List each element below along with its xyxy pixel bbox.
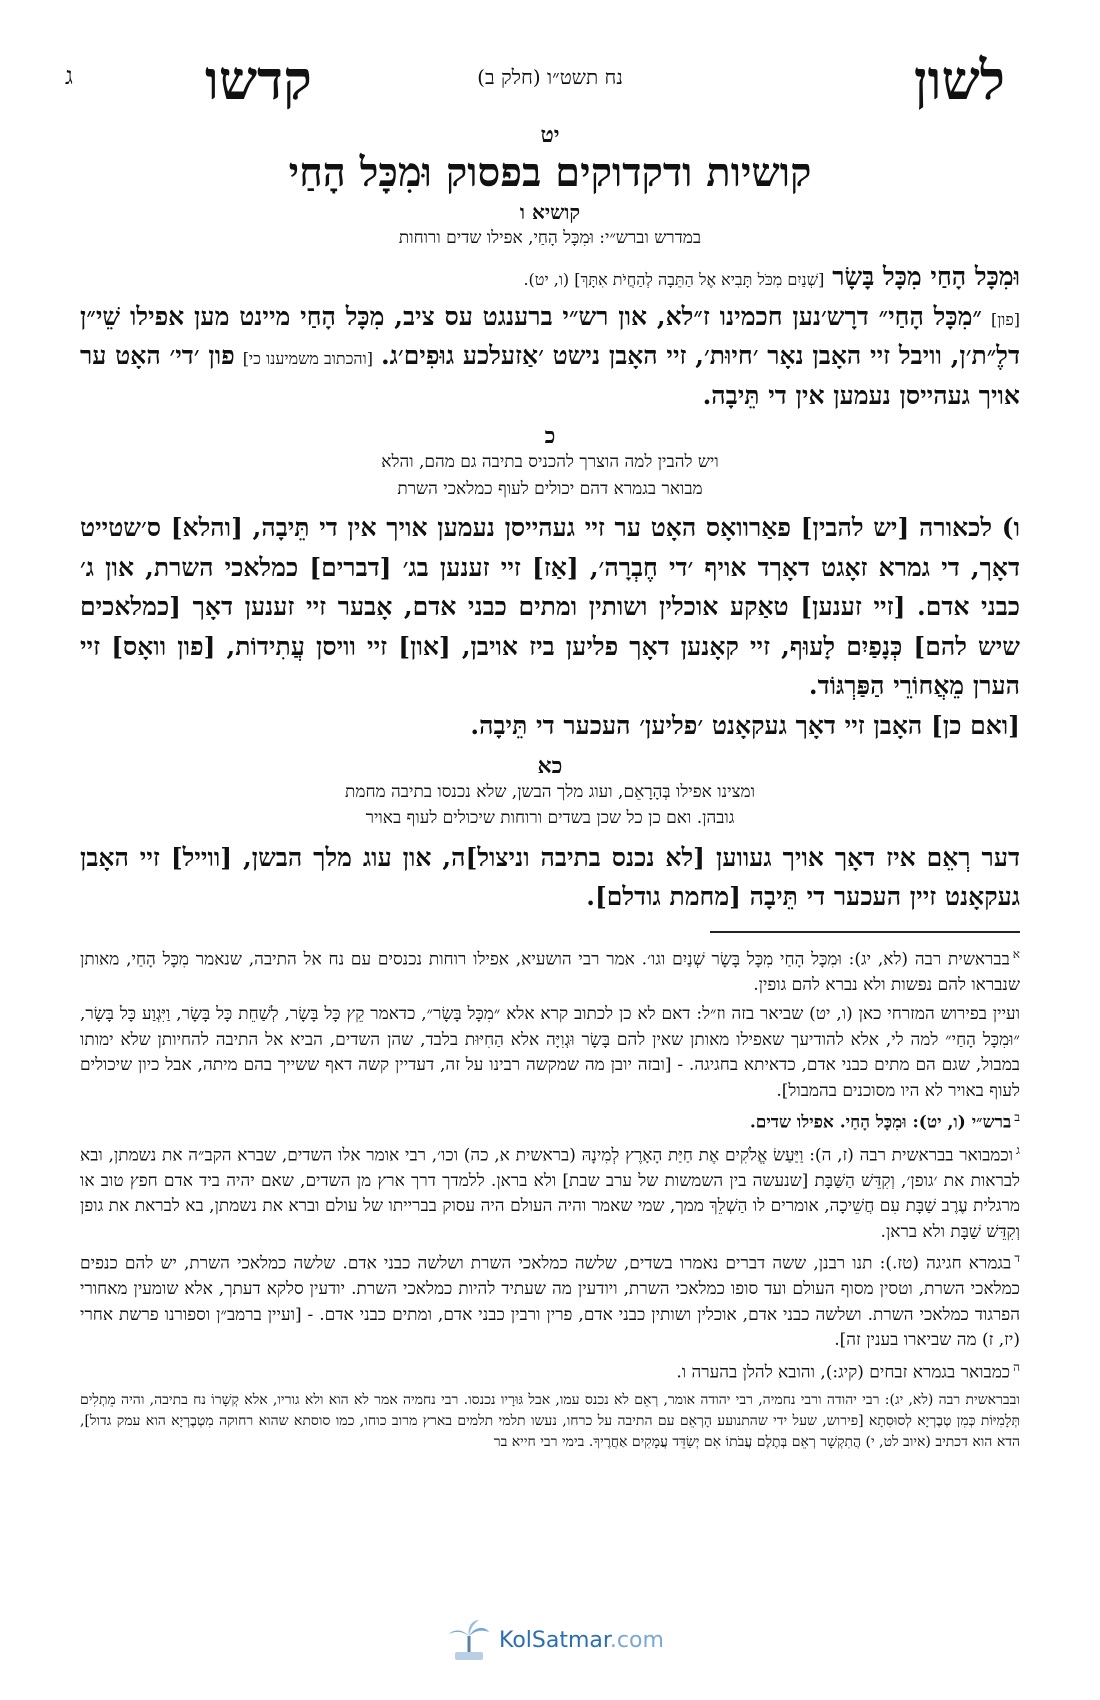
- verse-line: [80, 257, 1020, 297]
- header-left-word: קדשו: [205, 48, 312, 112]
- section-intro: ויש להבין למה הוצרך להכניס בתיבה גם מהם, והלא: [381, 452, 719, 473]
- paragraph-text: ״מִכָּל הָחַי״ דרָש׳נען חכמינו ז״לא, און רש״י ברענגט עס ציב, מִכָּל הָחַי מיינט מען אפילו שֵׁי״ן דלֶ״ת׳ן, וויבל זיי האָבן נאָר ׳חיוּת׳, זיי האָבן נישט ׳אַזעלכע גוּפִים׳ג.: [80, 301, 1020, 371]
- footnote: [80, 1108, 1020, 1136]
- paragraph-text: פון ׳די׳ האָט ער אויך געהייסן נעמען אין די תֵּיבָה.: [80, 341, 1020, 410]
- bracket-note: [פון]: [990, 309, 1020, 329]
- page-header: [65, 40, 1020, 112]
- body-paragraph: ו) לכאורה [יש להבין] פאַרוואָס האָט ער זיי געהייסן נעמען אויך אין די תֵּיבָה, [והלא] ס׳שטייט דאָך, די גמרא זאָגט דאָךד אויף ׳די חֶבְרָה׳, [אַז] זיי זענען בג׳ [דברים] כמלאכי השרת, און ג׳ כבני אדם. [זיי זענען] טאַקע אוכלין ושותין ומתים כבני אדם, אָבער זיי זענען דאָך [כמלאכים שיש להם] כְּנָפַיִם לָעוּף, זיי קאָנען דאָך פליען ביז אויבן, [און] זיי וויסן עֲתִידוֹת, [פון וואָס] זיי הערן מֵאֲחוֹרֵי הַפַּרְגּוֹד.: [80, 513, 1020, 701]
- section-subheading: קושיא ו: [519, 200, 581, 224]
- palm-tree-icon: [445, 1618, 493, 1662]
- footnote-text: ועיין בפירוש המזרחי כאן (ו, יט) שביאר בזה וז״ל: דאם לא כן לכתוב קרא אלא ״מִכָּל בָּשָׂר״, כדאמר קֵץ כָּל בָּשָׂר, לְשַׁחֵת כָּל בָּשָׂר, וַיִּגְוַע כָּל בָּשָׂר, ״וּמִכָּל הָחַי״ למה לי, אלא להודיעך שאפילו מאותן שאין להם בָּשָׂר וּגְוִיָּה אלא הַחִיּוּת בלבד, שהן השדים, הביא אל התיבה להחיותן שלא ימותו במבול, שגם הם מתים כבני אדם, כדאיתא בחגיגה. - [ובזה יובן מה שמקשה רבינו על זה, דעדיין קשה דאף ששייך בהם מיתה, אבל כיון שיכולים לעוף באויר לא היו מסוכנים בהמבול].: [80, 1004, 1020, 1101]
- body-paragraph: [80, 297, 1020, 416]
- section-intro: גובהן. ואם כן כל שכן בשדים ורוחות שיכולים לעוף באויר: [365, 808, 735, 829]
- footnote-text: וכמבואר בבראשית רבה (ז, ה): וַיַּעַשׂ אֱלֹקִים אֶת חַיַּת הָאָרֶץ לְמִינָהּ (בראשית א, כה) וכו׳, רבי אומר אלו השדים, שברא הקב״ה את נשמתן, ובא לבראות את ׳גופן׳, וְקִדֵּשׁ הַשַּׁבָּת [שנעשה בין השמשות של ערב שבת] ולא בראן. ללמדך דרך ארץ מן השדים, שאם יהיה ביד אדם חפץ טוב או מרגלית עֶרֶב שַׁבָּת עִם חֲשֵׁיכָה, אומרים לו הַשְׁלֵךְ ממך, שמי שאמר והיה העולם היה עסוק בברייתו של עולם וברא את נשמתן, בא לבראת את גופן וְקִדֵּשׁ שַׁבָּת ולא בראן.: [80, 1145, 1020, 1242]
- section-number: יט: [540, 122, 560, 148]
- section-number: כ: [544, 423, 556, 450]
- footnote-text: ברש״י (ו, יט): וּמִכָּל הָחַי. אפילו שדים.: [749, 1113, 1012, 1134]
- bracket-note: [והכתוב משמיענו כי]: [242, 349, 373, 369]
- watermark-text: [499, 1628, 664, 1653]
- footnote: [80, 945, 1020, 999]
- section-number: כא: [537, 753, 563, 780]
- watermark: [445, 1618, 664, 1662]
- watermark-suffix: .com: [609, 1627, 664, 1653]
- footnote-mark: ה: [1013, 1359, 1020, 1374]
- footnote: [80, 1002, 1020, 1104]
- verse-bold: וּמִכָּל הָחַי מִכָּל בָּשָׂר: [832, 262, 1020, 292]
- footnote-text: ובבראשית רבה (לא, יג): רבי יהודה ורבי נחמיה, רבי יהודה אומר, רְאֵם לא נכנס עמו, אבל גּוּרָיו נכנסו. רבי נחמיה אמר לא הוא ולא גוריו, אלא קְשָׁרוֹ נח בתיבה, והיה מֵתְלִים תְּלָמִיּוֹת כְּמִן טְבֶרְיָא לְסוּסִתָא [פירוש, שעל ידי שהתנועע הָרְאֵם עם התיבה על כרחו, נעשו תלמי תלמים בארץ מרוב כוחו, כמו סוסתא שהוא רחוקה מִטְבֶרְיָא הוא עמק גדול], הדא הוא דכתיב (איוב לט, י) הֲתִקְשָׁר רְאֵם בְּתֶלֶם עֲבֹתוֹ אִם יְשַׂדֵּד עֲמָקִים אַחֲרֶיךָ. בימי רבי חייא בר: [80, 1392, 1020, 1450]
- footnote-mark: ג: [1016, 1142, 1020, 1157]
- body-paragraph: [ואם כן] האָבן זיי דאָך געקאָנט ׳פליען׳ העכער די תֵּיבָה.: [470, 710, 1020, 740]
- header-right-word: לשון: [913, 48, 1005, 112]
- body-paragraph: דער רְאֵם איז דאָך אויך געווען [לא נכנס בתיבה וניצול]ה, און עוג מלך הבשן, [ווייל] זיי האָבן געקאָנט זיין העכער די תֵּיבָה [מחמת גודלם].: [80, 842, 1020, 912]
- footnote-mark: ד: [1014, 1251, 1020, 1266]
- footnote-mark: ב: [1014, 1110, 1020, 1125]
- footnote: [80, 1249, 1020, 1354]
- section-intro: מבואר בגמרא דהם יכולים לעוף כמלאכי השרת: [397, 478, 703, 499]
- section-intro: במדרש וברש״י: וּמִכָּל הָחַי, אפילו שדים ורוחות: [398, 228, 702, 248]
- footnote: [80, 1141, 1020, 1246]
- footnote-text: בגמרא חגיגה (טז.): תנו רבנן, ששה דברים נאמרו בשדים, שלשה כמלאכי השרת ושלשה כבני אדם. שלשה כמלאכי השרת, יש להם כנפים כמלאכי השרת, וטסין מסוף העולם ועד סופו כמלאכי השרת, ויודעין מה שעתיד להיות כמלאכי השרת. יודעין סלקא דעתך, אלא שומעין מאחורי הפרגוד כמלאכי השרת. ושלשה כבני אדם, אוכלין ושותין כבני אדם, פרין ורבין כבני אדם, ומתים כבני אדם. - [ועיין ברמב״ן וספורנו פרשת אחרי (יז, ז) מה שביארו בענין זה].: [80, 1253, 1020, 1351]
- section-intro: ומצינו אפילו בְּהָרָאֵם, ועוג מלך הבשן, שלא נכנסו בתיבה מחמת: [345, 782, 755, 803]
- footnotes: [80, 945, 1020, 1453]
- footnote-mark: א: [1012, 946, 1020, 961]
- footnote: [80, 1358, 1020, 1386]
- section-title: קושיות ודקדוקים בפסוק וּמִכָּל הָחַי: [288, 149, 812, 196]
- page-number: ג: [65, 62, 73, 90]
- footnote: [80, 1390, 1020, 1453]
- header-center-title: נח תשט״ו (חלק ב): [477, 65, 623, 89]
- footnote-divider: [710, 931, 1020, 933]
- watermark-name: KolSatmar: [499, 1627, 610, 1653]
- footnote-text: בבראשית רבה (לא, יג): וּמִכָּל הָחַי מִכָּל בָּשָׂר שְׁנַיִם וגו׳. אמר רבי הושעיא, אפילו רוחות נכנסים עם נח אל התיבה, שנאמר מִכָּל הָחַי, מאותן שנבראו להם נפשות ולא נברא להם גופין.: [80, 949, 1020, 995]
- footnote-text: כמבואר בגמרא זבחים (קיג:), והובא להלן בהערה ו.: [676, 1362, 1011, 1383]
- verse-rest: [שְׁנַיִם מִכֹּל תָּבִיא אֶל הַתֵּבָה לְהַחֲיֹת אִתָּךְ] (ו, יט).: [523, 270, 825, 290]
